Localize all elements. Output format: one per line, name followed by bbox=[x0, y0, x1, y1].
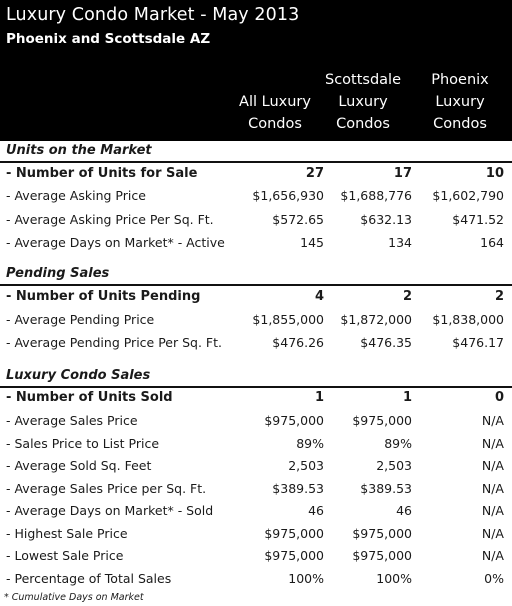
cell-scottsdale: $632.13 bbox=[360, 212, 412, 227]
row-label: - Average Asking Price Per Sq. Ft. bbox=[6, 212, 214, 227]
section-title-units-on-market: Units on the Market bbox=[6, 143, 152, 158]
cell-scottsdale: $975,000 bbox=[352, 413, 412, 428]
row-label: - Average Pending Price bbox=[6, 312, 155, 327]
cell-scottsdale: 17 bbox=[393, 166, 412, 181]
cell-all-luxury: 145 bbox=[300, 235, 324, 250]
table-row bbox=[0, 458, 512, 480]
cell-phoenix: N/A bbox=[481, 503, 504, 518]
cell-all-luxury: $975,000 bbox=[264, 413, 324, 428]
table-row bbox=[0, 436, 512, 458]
cell-scottsdale: $1,872,000 bbox=[340, 312, 412, 327]
cell-scottsdale: 2 bbox=[402, 289, 412, 304]
cell-phoenix: 164 bbox=[480, 235, 504, 250]
column-header-all-luxury: All Luxury Condos bbox=[239, 94, 311, 132]
cell-all-luxury: 100% bbox=[288, 571, 324, 586]
cell-phoenix: N/A bbox=[481, 481, 504, 496]
table-header bbox=[0, 0, 512, 141]
row-label: - Lowest Sale Price bbox=[6, 548, 124, 563]
cell-scottsdale: 89% bbox=[384, 436, 412, 451]
cell-phoenix: $1,602,790 bbox=[432, 188, 504, 203]
cell-all-luxury: $975,000 bbox=[264, 548, 324, 563]
section-title-pending-sales: Pending Sales bbox=[6, 266, 110, 281]
cell-phoenix: 0 bbox=[494, 390, 504, 405]
cell-scottsdale: 1 bbox=[402, 390, 412, 405]
table-row bbox=[0, 571, 512, 593]
cell-scottsdale: 46 bbox=[396, 503, 412, 518]
cell-all-luxury: 2,503 bbox=[288, 458, 324, 473]
row-label: - Average Days on Market* - Active bbox=[6, 235, 225, 250]
row-label: - Average Pending Price Per Sq. Ft. bbox=[6, 335, 222, 350]
cell-all-luxury: $975,000 bbox=[264, 526, 324, 541]
cell-all-luxury: $1,656,930 bbox=[252, 188, 324, 203]
table-row bbox=[0, 548, 512, 570]
table-row bbox=[0, 481, 512, 503]
row-label: - Average Sales Price bbox=[6, 413, 138, 428]
page-subtitle: Phoenix and Scottsdale AZ bbox=[6, 31, 211, 47]
cell-all-luxury: 89% bbox=[296, 436, 324, 451]
cell-all-luxury: 46 bbox=[308, 503, 324, 518]
section-divider bbox=[0, 386, 512, 388]
cell-phoenix: N/A bbox=[481, 548, 504, 563]
cell-scottsdale: 100% bbox=[376, 571, 412, 586]
section-divider bbox=[0, 284, 512, 286]
cell-scottsdale: 2,503 bbox=[376, 458, 412, 473]
cell-scottsdale: $389.53 bbox=[360, 481, 412, 496]
table-row bbox=[0, 335, 512, 357]
cell-scottsdale: $975,000 bbox=[352, 526, 412, 541]
row-label: - Percentage of Total Sales bbox=[6, 571, 172, 586]
table-row bbox=[0, 188, 512, 210]
cell-phoenix: 2 bbox=[494, 289, 504, 304]
cell-all-luxury: $572.65 bbox=[272, 212, 324, 227]
row-label: - Number of Units Pending bbox=[6, 289, 201, 304]
cell-phoenix: 10 bbox=[485, 166, 504, 181]
table-row bbox=[0, 289, 512, 311]
section-title-luxury-condo-sales: Luxury Condo Sales bbox=[6, 368, 151, 383]
cell-all-luxury: 27 bbox=[305, 166, 324, 181]
table-row bbox=[0, 413, 512, 435]
cell-phoenix: $1,838,000 bbox=[432, 312, 504, 327]
cell-all-luxury: 4 bbox=[314, 289, 324, 304]
page-title: Luxury Condo Market - May 2013 bbox=[6, 5, 300, 25]
row-label: - Number of Units Sold bbox=[6, 390, 173, 405]
cell-phoenix: 0% bbox=[484, 571, 504, 586]
row-label: - Average Sales Price per Sq. Ft. bbox=[6, 481, 207, 496]
cell-all-luxury: $476.26 bbox=[272, 335, 324, 350]
column-header-phoenix: Phoenix Luxury Condos bbox=[431, 72, 489, 132]
footnote: * Cumulative Days on Market bbox=[4, 592, 144, 603]
cell-phoenix: N/A bbox=[481, 436, 504, 451]
table-row bbox=[0, 212, 512, 234]
cell-scottsdale: 134 bbox=[388, 235, 412, 250]
cell-scottsdale: $975,000 bbox=[352, 548, 412, 563]
cell-phoenix: N/A bbox=[481, 458, 504, 473]
table-row bbox=[0, 390, 512, 412]
cell-phoenix: $471.52 bbox=[452, 212, 504, 227]
table-row bbox=[0, 312, 512, 334]
column-header-scottsdale: Scottsdale Luxury Condos bbox=[324, 72, 401, 132]
cell-phoenix: N/A bbox=[481, 413, 504, 428]
cell-scottsdale: $476.35 bbox=[360, 335, 412, 350]
row-label: - Average Days on Market* - Sold bbox=[6, 503, 214, 518]
table-row bbox=[0, 526, 512, 548]
cell-phoenix: $476.17 bbox=[452, 335, 504, 350]
section-divider bbox=[0, 161, 512, 163]
cell-all-luxury: $1,855,000 bbox=[252, 312, 324, 327]
cell-all-luxury: 1 bbox=[314, 390, 324, 405]
row-label: - Average Asking Price bbox=[6, 188, 146, 203]
table-row bbox=[0, 503, 512, 525]
table-row bbox=[0, 235, 512, 257]
row-label: - Highest Sale Price bbox=[6, 526, 128, 541]
table-row bbox=[0, 166, 512, 188]
cell-phoenix: N/A bbox=[481, 526, 504, 541]
row-label: - Sales Price to List Price bbox=[6, 436, 160, 451]
cell-scottsdale: $1,688,776 bbox=[340, 188, 412, 203]
row-label: - Number of Units for Sale bbox=[6, 166, 198, 181]
cell-all-luxury: $389.53 bbox=[272, 481, 324, 496]
row-label: - Average Sold Sq. Feet bbox=[6, 458, 152, 473]
